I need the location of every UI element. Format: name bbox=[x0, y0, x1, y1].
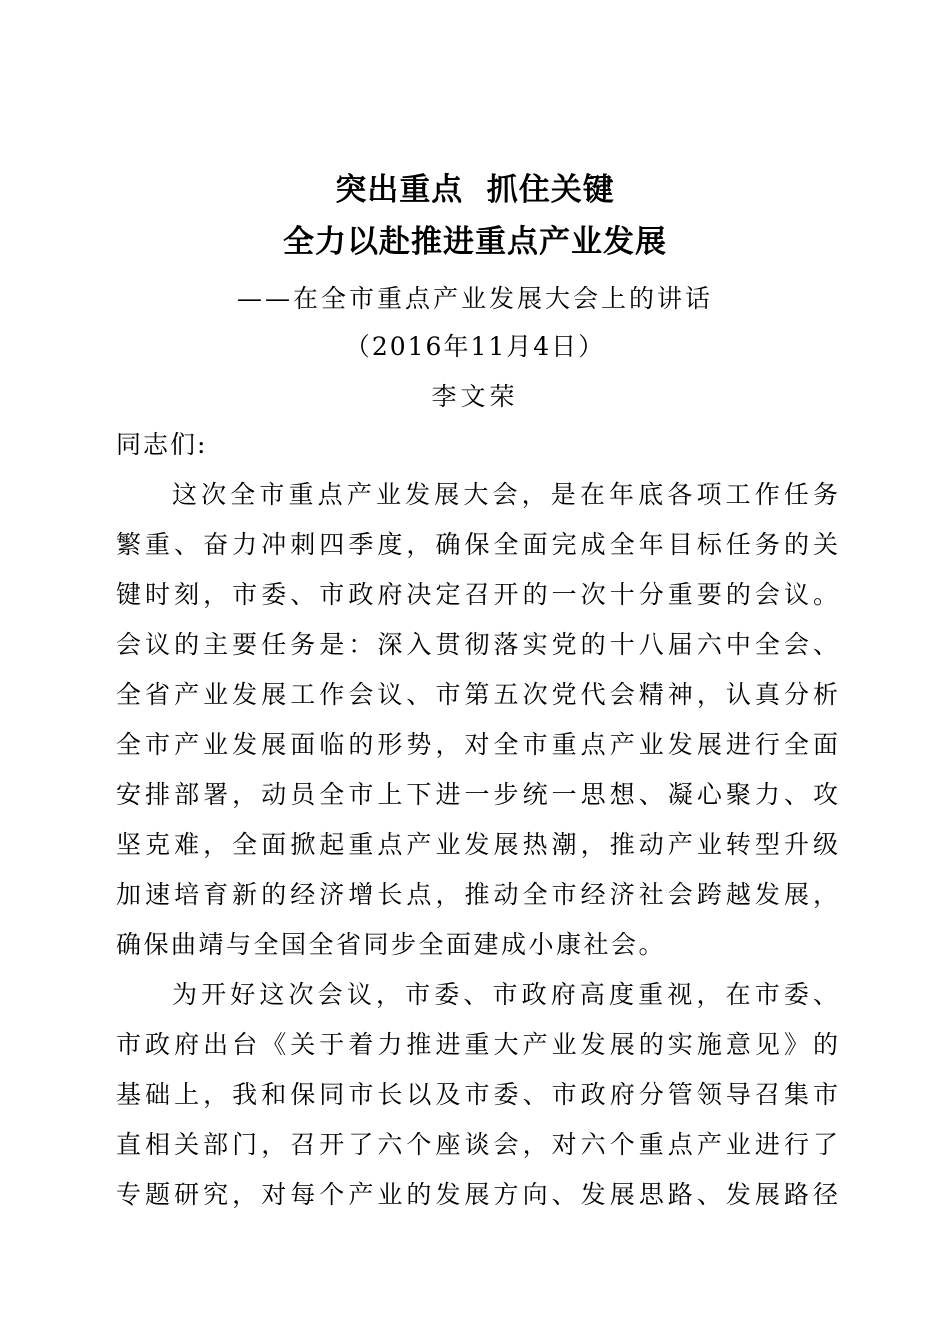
subtitle: ——在全市重点产业发展大会上的讲话 bbox=[236, 284, 713, 313]
paragraph-line: 专题研究，对每个产业的发展方向、发展思路、发展路径 bbox=[116, 1180, 838, 1209]
paragraph-line: 繁重、奋力冲刺四季度，确保全面完成全年目标任务的关 bbox=[116, 530, 838, 559]
paragraph-line: 直相关部门，召开了六个座谈会，对六个重点产业进行了 bbox=[116, 1130, 838, 1159]
paragraph-line: 为开好这次会议，市委、市政府高度重视，在市委、 bbox=[172, 980, 838, 1009]
title-line-1: 突出重点 抓住关键 bbox=[335, 172, 615, 208]
paragraph-line: 全省产业发展工作会议、市第五次党代会精神，认真分析 bbox=[116, 680, 838, 709]
paragraph-line: 市政府出台《关于着力推进重大产业发展的实施意见》的 bbox=[116, 1030, 838, 1059]
paragraph-line: 安排部署，动员全市上下进一步统一思想、凝心聚力、攻 bbox=[116, 780, 838, 809]
paragraph-line: 全市产业发展面临的形势，对全市重点产业发展进行全面 bbox=[116, 730, 838, 759]
paragraph-line: 加速培育新的经济增长点，推动全市经济社会跨越发展， bbox=[116, 880, 838, 909]
title-line-2: 全力以赴推进重点产业发展 bbox=[283, 224, 667, 260]
paragraph-line: 这次全市重点产业发展大会，是在年底各项工作任务 bbox=[172, 480, 838, 509]
speech-date: （2016年11月4日） bbox=[344, 332, 606, 361]
salutation: 同志们: bbox=[116, 430, 208, 459]
paragraph-line: 确保曲靖与全国全省同步全面建成小康社会。 bbox=[116, 930, 667, 959]
paragraph-line: 键时刻，市委、市政府决定召开的一次十分重要的会议。 bbox=[116, 580, 838, 609]
paragraph-line: 基础上，我和保同市长以及市委、市政府分管领导召集市 bbox=[116, 1080, 838, 1109]
paragraph-line: 会议的主要任务是：深入贯彻落实党的十八届六中全会、 bbox=[116, 630, 838, 659]
paragraph-line: 坚克难，全面掀起重点产业发展热潮，推动产业转型升级 bbox=[116, 830, 838, 859]
author-name: 李文荣 bbox=[431, 382, 519, 411]
